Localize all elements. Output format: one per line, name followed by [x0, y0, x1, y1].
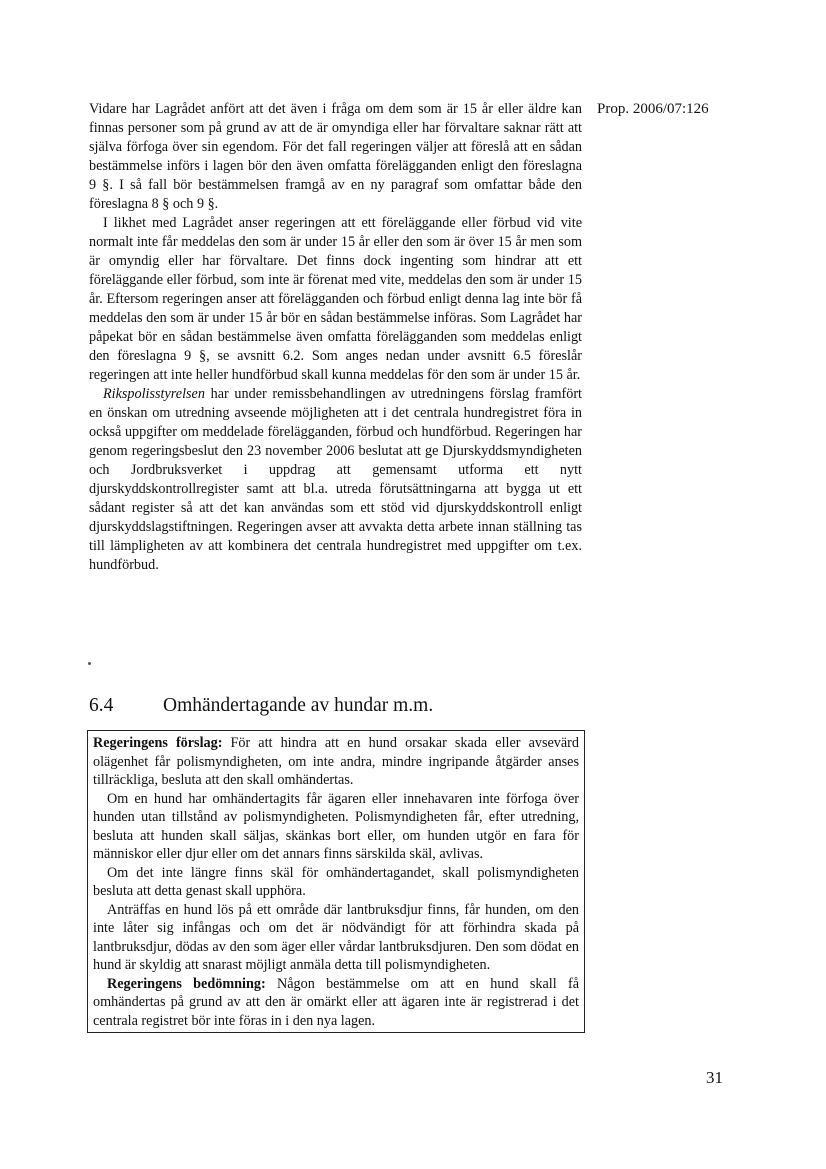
agency-name: Rikspolisstyrelsen [103, 386, 205, 402]
paragraph-government-position: I likhet med Lagrådet anser regeringen att ett föreläggande eller förbud vid vite normalt inte får meddelas den som är under 15 år eller den som är över 15 år men som är omyndig eller har förvaltare. Det finns dock ingenting som hindrar att ett föreläggande eller förbud, som inte är förenat med vite, meddelas den som är under 15 år. Eftersom regeringen anser att förelägganden och förbud enligt denna lag inte bör få meddelas den som är under 15 år bör en sådan bestämmelse införas. Som Lagrådet har påpekat bör en sådan bestämmelse även omfatta förelägganden som meddelas enligt den föreslagna 9 §, se avsnitt 6.2. Som anges nedan under avsnitt 6.5 föreslår regeringen att inte heller hundförbud skall kunna meddelas för den som är under 15 år. [89, 215, 582, 383]
document-reference: Prop. 2006/07:126 [597, 101, 709, 117]
proposal-text: För att hindra att en hund orsakar skada eller avsevärd olägenhet får polismyndigheten, om inte andra, mindre ingripande åtgärder anses tillräckliga, besluta att den skall omhändertas. [93, 735, 579, 788]
box-paragraph-end-custody: Om det inte längre finns skäl för omhändertagandet, skall polismyndigheten besluta att detta genast skall upphöra. [93, 864, 579, 899]
assessment-text: Någon bestämmelse om att en hund skall få omhändertas på grund av att den är omärkt eller att ägaren inte är registrerad i det centrala registret bör inte föras in i den nya lagen. [93, 975, 579, 1029]
section-title: Omhändertagande av hundar m.m. [163, 695, 434, 716]
paragraph-lagradet-minors: Vidare har Lagrådet anfört att det även i fråga om dem som är 15 år eller äldre kan finnas personer som på grund av att de är omyndiga eller har förvaltare saknar rätt att själva förfoga över sin egendom. För det fall regeringen väljer att föreslå att en sådan bestämmelse införs i lagen bör den även omfatta förelägganden enligt den föreslagna 9 §. I så fall bör bestämmelsen framgå av en ny paragraf som omfattar både den föreslagna 8 § och 9 §. [89, 101, 582, 212]
section-heading [89, 694, 433, 718]
box-paragraph-livestock: Anträffas en hund lös på ett område där lantbruksdjur finns, får hunden, om den inte låter sig infångas och om det är nödvändigt för att förhindra skada på lantbruksdjur, dödas av den som äger eller vårdar lantbruksdjuren. Den som dödat en hund är skyldig att snarast möjligt anmäla detta till polismyndigheten. [93, 901, 579, 973]
section-number: 6.4 [89, 695, 114, 716]
assessment-label: Regeringens bedömning: [107, 975, 266, 992]
box-proposal-paragraph [93, 734, 579, 790]
box-paragraph-custody: Om en hund har omhändertagits får ägaren eller innehavaren inte förfoga över hunden utan tillstånd av polismyndigheten. Polismyndigheten får, efter utredning, besluta att hunden skall säljas, skänkas bort eller, om hunden utgör en fara för människor eller djur eller om det annars finns särskilda skäl, avlivas. [93, 790, 579, 862]
stray-mark [88, 662, 91, 665]
body-text [89, 100, 582, 575]
proposal-label: Regeringens förslag: [93, 735, 223, 751]
page-number: 31 [706, 1068, 723, 1087]
proposal-summary-box [87, 730, 585, 1033]
box-assessment-paragraph [93, 975, 579, 1031]
paragraph-rikspolisstyrelsen-text: har under remissbehandlingen av utredningens förslag framfört en önskan om utredning avseende möjligheten att i det centrala hundregistret föra in också uppgifter om meddelade förelägganden, förbud och hundförbud. Regeringen har genom regeringsbeslut den 23 november 2006 beslutat att ge Djurskyddsmyndigheten och Jordbruksverket i uppdrag att gemensamt utforma ett nytt djurskyddskontrollregister samt att bl.a. utreda förutsättningarna att bygga ut ett sådant register så att det kan användas som ett stöd vid djurskyddskontroll enligt djurskyddslagstiftningen. Regeringen avser att avvakta detta arbete innan ställning tas till lämpligheten av att kombinera det centrala hundregistret med uppgifter om t.ex. hundförbud. [89, 386, 582, 573]
paragraph-rikspolisstyrelsen [89, 385, 582, 575]
